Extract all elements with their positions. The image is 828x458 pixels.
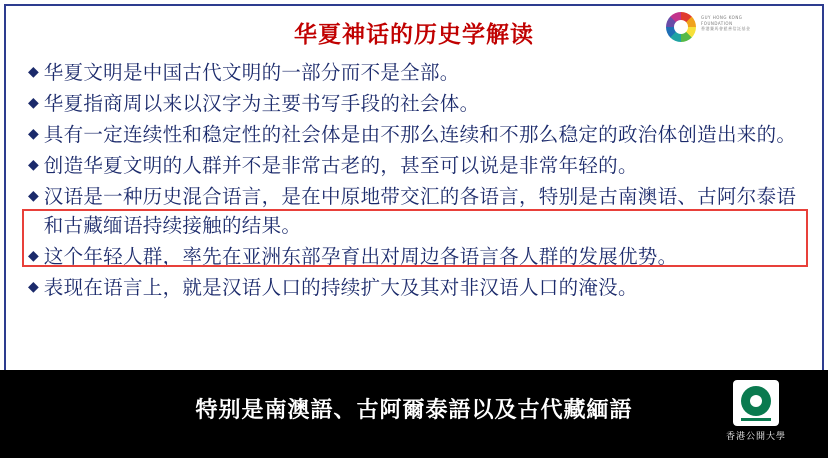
bullet-text: 华夏文明是中国古代文明的一部分而不是全部。 [43, 61, 460, 84]
diamond-bullet-icon: ◆ [28, 64, 39, 80]
university-logo [706, 380, 806, 448]
foundation-logo [666, 10, 806, 46]
diamond-bullet-icon: ◆ [28, 188, 39, 204]
diamond-bullet-icon: ◆ [28, 95, 39, 111]
bullet-list [28, 58, 800, 304]
university-logo-label: 香港公開大學 [725, 432, 786, 442]
page-title: 华夏神话的历史学解读 [294, 22, 534, 48]
bullet-text: 表现在语言上，就是汉语人口的持续扩大及其对非汉语人口的淹没。 [43, 276, 638, 299]
foundation-logo-line-3: 香港賽馬會慈善信託基金 [701, 26, 751, 31]
list-item [28, 273, 800, 302]
bullet-text-highlighted: 汉语是一种历史混合语言，是在中原地带交汇的各语言，特别是古南澳语、古阿尔泰语和古藏缅语持续接触的结果。 [43, 185, 797, 237]
bullet-text: 华夏指商周以来以汉字为主要书写手段的社会体。 [43, 92, 480, 115]
diamond-bullet-icon: ◆ [28, 279, 39, 295]
university-logo-bar-icon [741, 418, 771, 421]
bullet-text: 这个年轻人群，率先在亚洲东部孕育出对周边各语言各人群的发展优势。 [43, 245, 678, 268]
bullet-text: 创造华夏文明的人群并不是非常古老的，甚至可以说是非常年轻的。 [43, 154, 638, 177]
diamond-bullet-icon: ◆ [28, 248, 39, 264]
subtitle-caption: 特别是南澳語、古阿爾泰語以及古代藏緬語 [195, 398, 633, 423]
foundation-logo-line-2: FOUNDATION [701, 20, 733, 26]
foundation-logo-mark-icon [666, 12, 696, 42]
foundation-logo-text [701, 15, 751, 32]
list-item [28, 89, 800, 118]
diamond-bullet-icon: ◆ [28, 126, 39, 142]
foundation-logo-line-1: GUY HONG KONG [701, 15, 743, 20]
list-item [28, 58, 800, 87]
university-logo-badge-icon [733, 380, 779, 426]
highlight-rectangle [22, 209, 808, 267]
bullet-text: 具有一定连续性和稳定性的社会体是由不那么连续和不那么稳定的政治体创造出来的。 [43, 123, 797, 146]
diamond-bullet-icon: ◆ [28, 157, 39, 173]
list-item [28, 120, 800, 149]
university-logo-ring-icon [741, 386, 771, 416]
list-item [28, 151, 800, 180]
